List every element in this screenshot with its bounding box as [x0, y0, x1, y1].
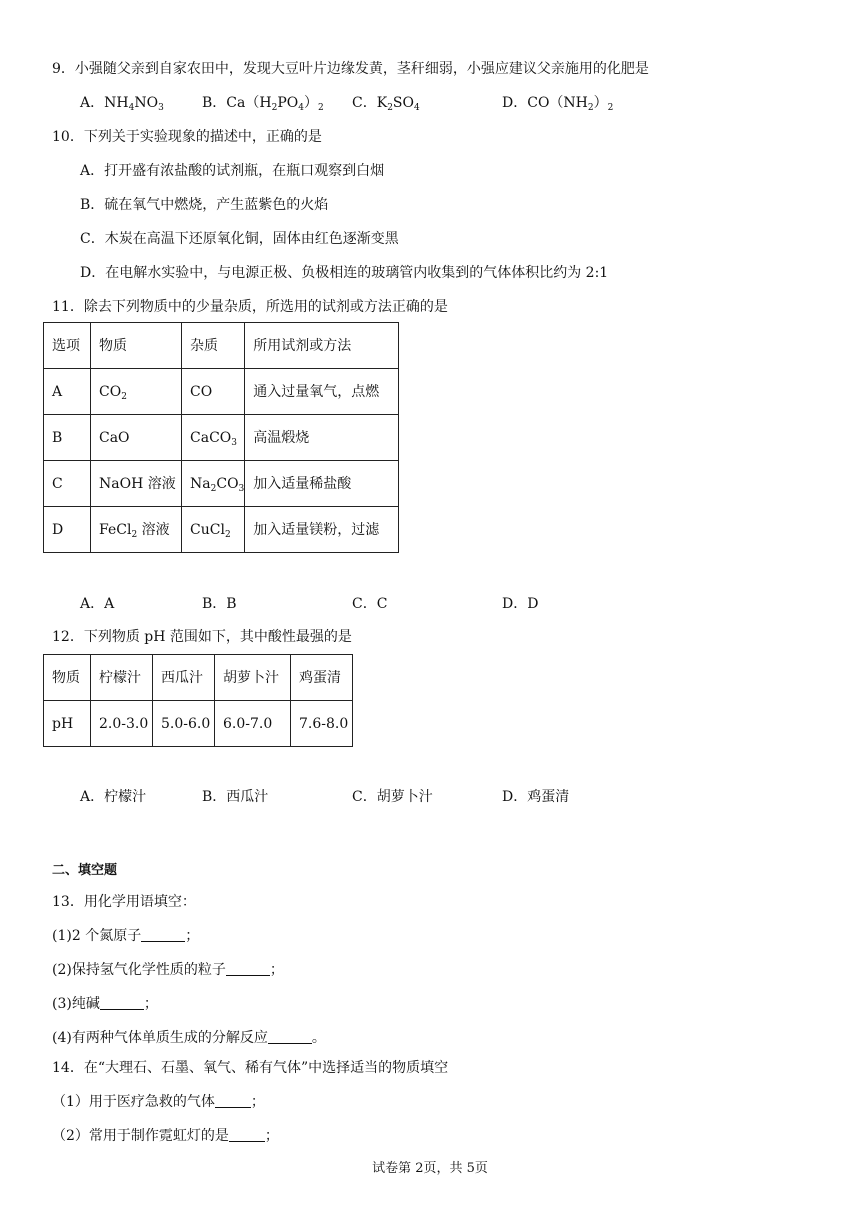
subscript: 2	[387, 103, 393, 113]
table-cell: 加入适量稀盐酸	[245, 461, 399, 507]
item-end: ；	[143, 996, 158, 1012]
table-cell: $Na_2CO_3$	[182, 461, 245, 507]
item-text: （1）用于医疗急救的气体	[52, 1094, 215, 1110]
table-cell: 通入过量氧气，点燃	[245, 369, 399, 415]
q10-option-b: B．硫在氧气中燃烧，产生蓝紫色的火焰	[80, 197, 329, 213]
table-cell: A	[44, 369, 91, 415]
table-cell: CuCl$_2$	[182, 507, 245, 553]
table-cell: B	[44, 415, 91, 461]
item-end: ；	[269, 962, 284, 978]
q13-item-2	[52, 963, 284, 977]
q13-item-4	[52, 1031, 326, 1045]
option-letter: D．	[502, 95, 528, 111]
table-cell: pH	[44, 701, 91, 747]
subscript: 2	[210, 483, 217, 494]
q12-option-d: D．鸡蛋清	[502, 789, 570, 805]
subscript: 2	[131, 529, 138, 540]
table-header-cell: 物质	[44, 655, 91, 701]
table-cell: CO	[182, 369, 245, 415]
option-letter: B．	[202, 95, 227, 111]
table-cell: 5.0-6.0	[153, 701, 215, 747]
q11-table	[43, 322, 399, 553]
table-row	[44, 701, 353, 747]
table-header-row	[44, 323, 399, 369]
q12-option-b: B．西瓜汁	[202, 789, 269, 805]
q9-option-d: D．$CO(NH_2)_2$	[502, 95, 614, 113]
subscript: 3	[238, 483, 245, 494]
subscript: 3	[158, 103, 164, 113]
answer-blank[interactable]	[226, 975, 270, 976]
table-header-cell: 杂质	[182, 323, 245, 369]
subscript: 2	[607, 103, 614, 113]
table-header-row	[44, 655, 353, 701]
table-header-cell: 胡萝卜汁	[215, 655, 291, 701]
item-end: 。	[311, 1030, 326, 1046]
subscript: 2	[317, 103, 324, 113]
answer-blank[interactable]	[268, 1043, 312, 1044]
table-cell: $CO_2$	[91, 369, 182, 415]
answer-blank[interactable]	[141, 941, 185, 942]
subscript: 2	[224, 529, 231, 540]
table-cell: 6.0-7.0	[215, 701, 291, 747]
q12-option-a: A．柠檬汁	[80, 789, 147, 805]
q11-option-d: D．D	[502, 596, 539, 612]
table-header-cell: 柠檬汁	[91, 655, 153, 701]
subscript: 2	[587, 103, 594, 113]
q10-option-a: A．打开盛有浓盐酸的试剂瓶，在瓶口观察到白烟	[80, 163, 385, 179]
table-row	[44, 507, 399, 553]
q13-item-1	[52, 929, 199, 943]
page-footer: 试卷第 2页，共 5页	[372, 1161, 488, 1176]
q9-stem: 9．小强随父亲到自家农田中，发现大豆叶片边缘发黄，茎秆细弱，小强应建议父亲施用的化肥是	[52, 61, 649, 77]
table-cell: 加入适量镁粉，过滤	[245, 507, 399, 553]
q14-item-1	[52, 1095, 265, 1109]
item-end: ；	[264, 1128, 279, 1144]
table-cell: NaOH 溶液	[91, 461, 182, 507]
q11-stem: 11．除去下列物质中的少量杂质，所选用的试剂或方法正确的是	[52, 299, 448, 315]
q9-option-c: C．$K_2SO_4$	[352, 95, 420, 113]
answer-blank[interactable]	[229, 1141, 265, 1142]
table-row	[44, 415, 399, 461]
table-cell: D	[44, 507, 91, 553]
q13-stem: 13．用化学用语填空：	[52, 894, 196, 910]
q14-stem: 14．在“大理石、石墨、氧气、稀有气体”中选择适当的物质填空	[52, 1060, 449, 1076]
subscript: 4	[298, 103, 304, 113]
subscript: 4	[414, 103, 420, 113]
q9-option-a: A．$NH_4NO_3$	[80, 95, 164, 113]
section-title: 二、填空题	[52, 863, 118, 878]
q14-item-2	[52, 1129, 279, 1143]
q11-option-a: A．A	[80, 596, 115, 612]
subscript: 4	[128, 103, 135, 113]
item-text: （2）常用于制作霓虹灯的是	[52, 1128, 229, 1144]
q10-option-c: C．木炭在高温下还原氧化铜，固体由红色逐渐变黑	[80, 231, 399, 247]
item-text: (1)2 个氮原子	[52, 928, 142, 944]
option-letter: C．	[352, 95, 377, 111]
table-header-cell: 所用试剂或方法	[245, 323, 399, 369]
table-cell: 高温煅烧	[245, 415, 399, 461]
q13-item-3	[52, 997, 158, 1011]
table-cell: C	[44, 461, 91, 507]
table-header-cell: 物质	[91, 323, 182, 369]
q10-stem: 10．下列关于实验现象的描述中，正确的是	[52, 129, 322, 145]
table-header-cell: 选项	[44, 323, 91, 369]
table-cell: 7.6-8.0	[291, 701, 353, 747]
table-header-cell: 西瓜汁	[153, 655, 215, 701]
q11-option-c: C．C	[352, 596, 388, 612]
table-row	[44, 461, 399, 507]
table-cell: FeCl$_2$ 溶液	[91, 507, 182, 553]
subscript: 2	[271, 103, 278, 113]
subscript: 3	[231, 437, 238, 448]
q10-option-d: D．在电解水实验中，与电源正极、负极相连的玻璃管内收集到的气体体积比约为 2:1	[80, 265, 609, 281]
item-text: (4)有两种气体单质生成的分解反应	[52, 1030, 268, 1046]
q12-stem: 12．下列物质 pH 范围如下，其中酸性最强的是	[52, 629, 352, 645]
table-cell: CaO	[91, 415, 182, 461]
table-cell: CaCO$_3$	[182, 415, 245, 461]
answer-blank[interactable]	[100, 1009, 144, 1010]
item-end: ；	[250, 1094, 265, 1110]
table-cell: 2.0-3.0	[91, 701, 153, 747]
q12-table	[43, 654, 353, 747]
item-text: (2)保持氢气化学性质的粒子	[52, 962, 226, 978]
option-letter: A．	[80, 95, 105, 111]
item-text: (3)纯碱	[52, 996, 100, 1012]
q12-option-c: C．胡萝卜汁	[352, 789, 433, 805]
q11-option-b: B．B	[202, 596, 237, 612]
q9-option-b: B．$Ca(H_2PO_4)_2$	[202, 95, 324, 113]
answer-blank[interactable]	[215, 1107, 251, 1108]
item-end: ；	[185, 928, 200, 944]
table-row	[44, 369, 399, 415]
subscript: 2	[121, 391, 127, 402]
table-header-cell: 鸡蛋清	[291, 655, 353, 701]
